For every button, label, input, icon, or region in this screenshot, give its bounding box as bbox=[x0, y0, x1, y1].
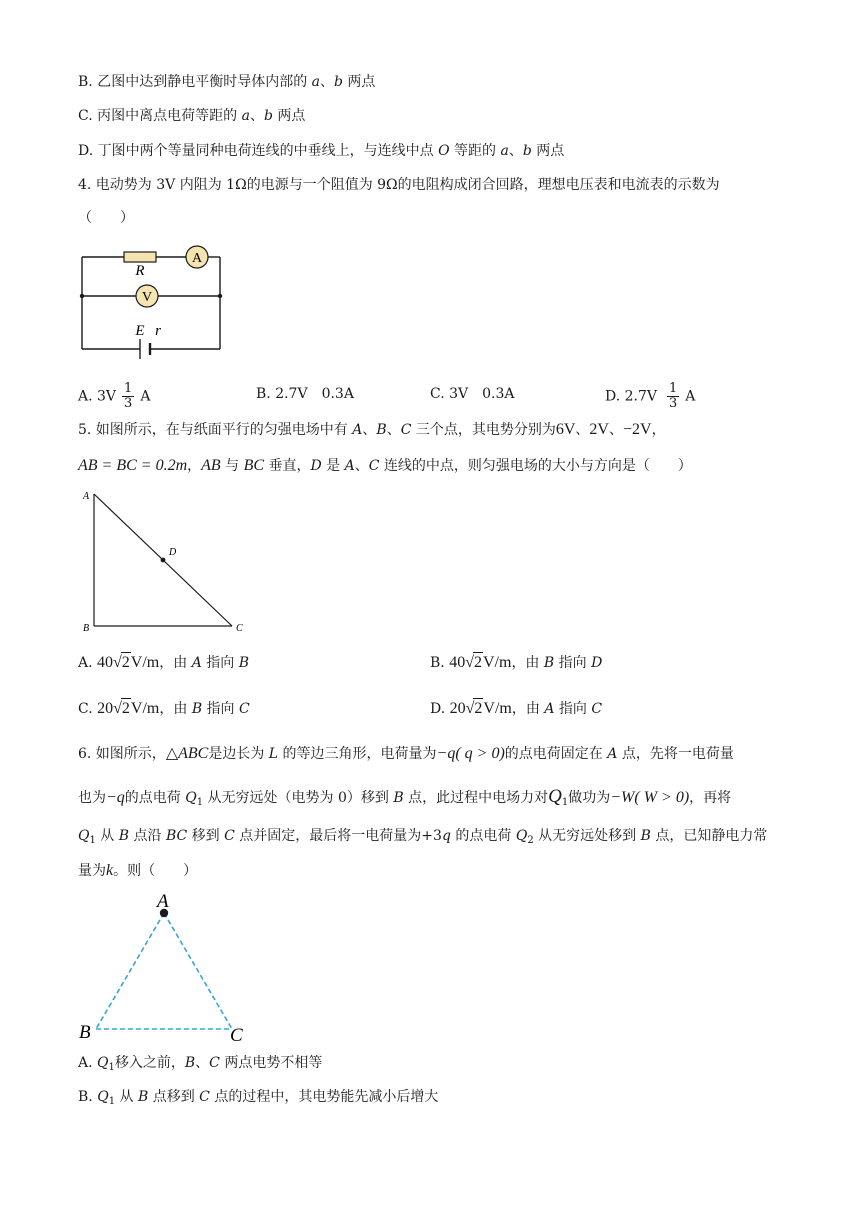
q5-option-b[interactable]: B. 40√2V/m，由 B 指向 D bbox=[430, 654, 603, 671]
point-d-label: D bbox=[169, 547, 177, 558]
ammeter-label: A bbox=[191, 251, 203, 266]
q3-option-b: B. 乙图中达到静电平衡时导体内部的 a、b 两点 bbox=[78, 74, 376, 90]
q6-stem-line2: 也为−q的点电荷 $Q_1$ 从无穷远处（电势为 0）移到 B 点，此过程中电场力对$Q_1$做功为−W( W > 0)，再将 bbox=[78, 786, 732, 808]
vertex-b-label: B bbox=[79, 1022, 91, 1043]
q4-option-c[interactable]: C. 3V 0.3A bbox=[430, 386, 515, 402]
vertex-c-label: C bbox=[236, 623, 243, 634]
q4-option-b[interactable]: B. 2.7V 0.3A bbox=[256, 386, 354, 402]
vertex-a-label: A bbox=[83, 491, 90, 502]
q6-option-a[interactable]: A. $Q_1$移入之前，B、C 两点电势不相等 bbox=[78, 1055, 323, 1073]
vertex-a-label: A bbox=[157, 891, 169, 912]
q6-option-b[interactable]: B. $Q_1$ 从 B 点移到 C 点的过程中，其电势能先减小后增大 bbox=[78, 1089, 439, 1107]
point-d bbox=[161, 558, 166, 563]
battery-symbol bbox=[140, 339, 150, 359]
q4-stem-line2: （ ） bbox=[78, 210, 134, 226]
q5-option-c[interactable]: C. 20√2V/m，由 B 指向 C bbox=[78, 700, 250, 717]
q4-circuit-diagram bbox=[74, 242, 230, 362]
q4-option-a[interactable]: A. 3V $\frac{1}{3}$ A bbox=[78, 381, 151, 411]
q6-equilateral-triangle-figure bbox=[76, 888, 256, 1048]
q4-stem-line1: 4. 电动势为 3V 内阻为 1Ω的电源与一个阻值为 9Ω的电阻构成闭合回路，理想电压表和电流表的示数为 bbox=[78, 177, 720, 193]
junction-left bbox=[80, 294, 84, 298]
vertex-c-label: C bbox=[230, 1025, 243, 1046]
q5-triangle-figure bbox=[78, 486, 248, 636]
q5-option-d[interactable]: D. 20√2V/m，由 A 指向 C bbox=[430, 700, 603, 717]
q5-stem-line2: AB = BC = 0.2m，AB 与 BC 垂直，D 是 A、C 连线的中点，则匀强电场的大小与方向是（ ） bbox=[78, 457, 692, 474]
q6-stem-line4: 量为k。则（ ） bbox=[78, 862, 198, 879]
q3-option-d: D. 丁图中两个等量同种电荷连线的中垂线上，与连线中点 O 等距的 a、b 两点 bbox=[78, 143, 565, 159]
resistor-label: R bbox=[135, 263, 145, 279]
voltmeter-label: V bbox=[141, 290, 153, 305]
resistor-symbol bbox=[124, 252, 156, 262]
q3-option-c: C. 丙图中离点电荷等距的 a、b 两点 bbox=[78, 108, 306, 124]
internal-resistance-label: r bbox=[155, 323, 161, 339]
q6-stem-line3: $Q_1$ 从 B 点沿 BC 移到 C 点并固定，最后将一电荷量为+3q 的点电荷 $Q_2$ 从无穷远处移到 B 点，已知静电力常 bbox=[78, 828, 768, 846]
q5-stem-line1: 5. 如图所示，在与纸面平行的匀强电场中有 A、B、C 三个点，其电势分别为6V、2V、−2V， bbox=[78, 421, 666, 438]
junction-right bbox=[218, 294, 222, 298]
q6-stem-line1: 6. 如图所示，△ABC是边长为 L 的等边三角形，电荷量为−q( q > 0)的点电荷固定在 A 点，先将一电荷量 bbox=[78, 745, 734, 762]
q5-option-a[interactable]: A. 40√2V/m，由 A 指向 B bbox=[78, 654, 250, 671]
emf-label: E bbox=[135, 323, 145, 339]
q4-option-d[interactable]: D. 2.7V $\frac{1}{3}$ A bbox=[605, 381, 696, 411]
vertex-b-label: B bbox=[83, 623, 90, 634]
